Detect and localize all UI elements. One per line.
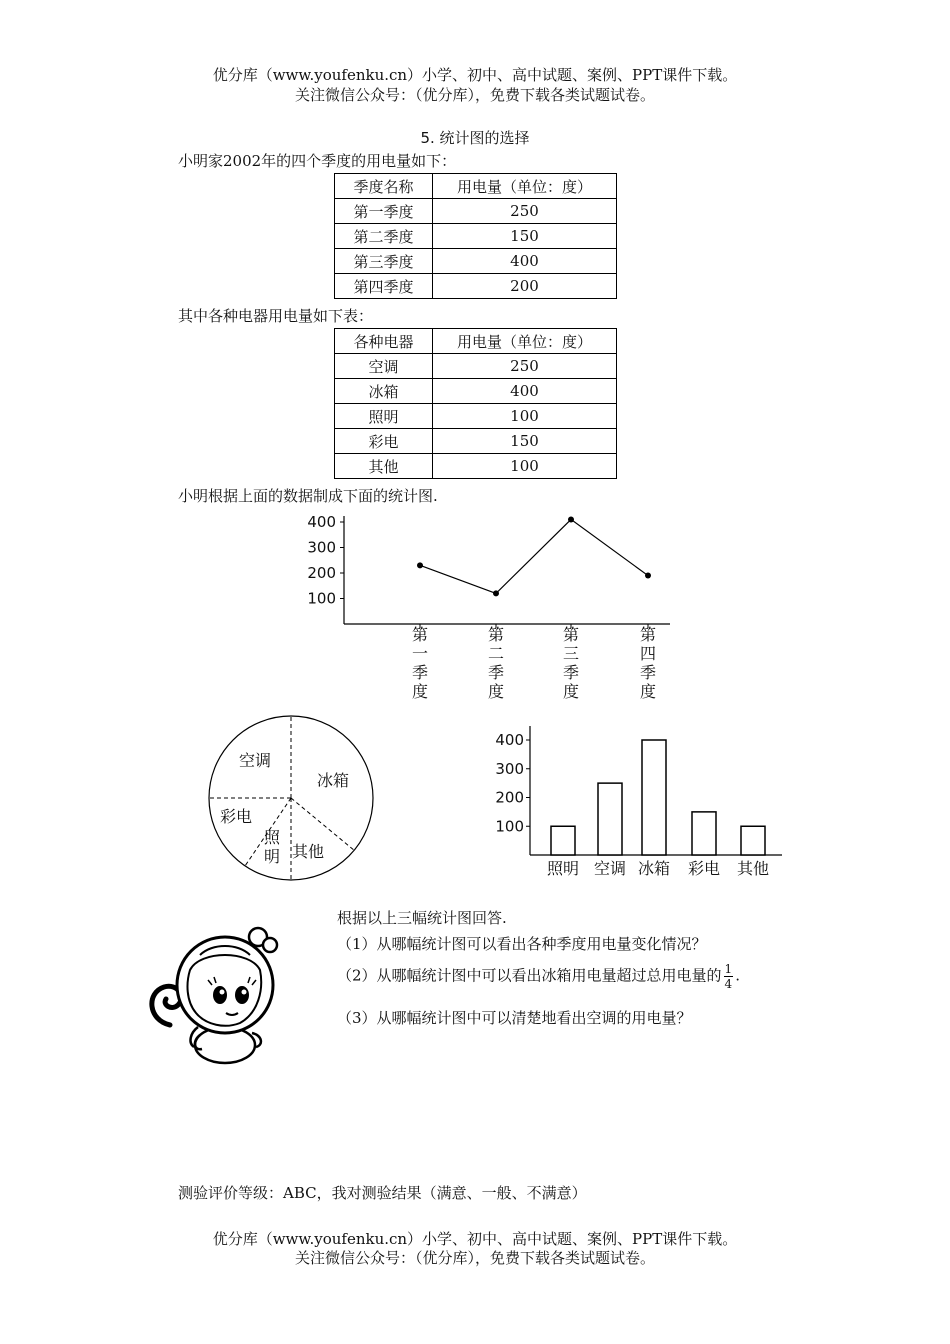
table-cell: 150: [433, 224, 617, 249]
question-2: [337, 962, 740, 991]
x-tick-label: 照明: [546, 859, 580, 878]
x-tick-label: 一: [411, 644, 429, 663]
table-cell: 250: [433, 199, 617, 224]
question-3: （3）从哪幅统计图中可以清楚地看出空调的用电量？: [337, 1009, 692, 1027]
series-line: [420, 519, 648, 593]
appliance-usage-table: [334, 328, 617, 479]
data-point: [417, 562, 423, 568]
bar: [642, 740, 666, 855]
table-cell: 400: [433, 379, 617, 404]
appliance-pie-chart: [205, 712, 385, 882]
table-cell: 150: [433, 429, 617, 454]
y-tick-label: 300: [307, 538, 336, 557]
table-row: [335, 274, 617, 299]
table-row: [335, 354, 617, 379]
x-tick-label: 彩电: [687, 859, 721, 878]
table-cell: 第三季度: [335, 249, 433, 274]
table-cell: 400: [433, 249, 617, 274]
pie-label-other: 其他: [291, 842, 325, 861]
intro-chart-text: 小明根据上面的数据制成下面的统计图.: [178, 487, 438, 505]
table-cell: 其他: [335, 454, 433, 479]
bar: [741, 826, 765, 855]
x-tick-label: 其他: [736, 859, 770, 878]
question-2-end: .: [735, 966, 740, 985]
intro-quarter-text: 小明家2002年的四个季度的用电量如下：: [178, 152, 457, 170]
table-row: [335, 249, 617, 274]
pie-label-tv: 彩电: [219, 807, 253, 826]
table-row: [335, 379, 617, 404]
pie-label-lighting-1: 照: [263, 828, 281, 847]
table-row: [335, 199, 617, 224]
table-row: [335, 224, 617, 249]
evaluation-line: 测验评价等级：ABC，我对测验结果（满意、一般、不满意）: [178, 1184, 587, 1202]
table-cell: 照明: [335, 404, 433, 429]
pie-label-lighting-2: 明: [263, 847, 281, 866]
bar: [551, 826, 575, 855]
table-cell: 空调: [335, 354, 433, 379]
table-row: [335, 429, 617, 454]
y-tick-label: 100: [495, 817, 524, 836]
bar: [692, 812, 716, 855]
fraction-denominator: 4: [724, 977, 733, 991]
y-tick-label: 400: [307, 513, 336, 531]
table-cell: 彩电: [335, 429, 433, 454]
page-title: 5. 统计图的选择: [420, 129, 530, 147]
questions-lead: 根据以上三幅统计图回答.: [337, 909, 507, 927]
table-cell: 第一季度: [335, 199, 433, 224]
intro-appliance-text: 其中各种电器用电量如下表：: [178, 307, 374, 325]
fraction-one-quarter: [724, 962, 734, 991]
quarter-usage-table: [334, 173, 617, 299]
x-tick-label: 季: [639, 663, 657, 682]
x-tick-label: 度: [562, 682, 580, 701]
fraction-numerator: 1: [724, 962, 733, 976]
bar: [598, 783, 622, 855]
table-cell: 第四季度: [335, 274, 433, 299]
header-line-2: 关注微信公众号：（优分库），免费下载各类试题试卷。: [294, 86, 655, 104]
y-tick-label: 300: [495, 759, 524, 778]
x-tick-label: 季: [411, 663, 429, 682]
x-tick-label: 冰箱: [637, 859, 671, 878]
x-tick-label: 第: [639, 625, 657, 644]
table-cell: 100: [433, 404, 617, 429]
cartoon-monkey-illustration: [140, 915, 290, 1070]
question-1: （1）从哪幅统计图可以看出各种季度用电量变化情况？: [337, 935, 707, 953]
x-tick-label: 四: [639, 644, 657, 663]
appliance-bar-chart: [490, 718, 790, 883]
y-tick-label: 200: [307, 564, 336, 582]
x-tick-label: 度: [487, 682, 505, 701]
header-line-1: 优分库（www.youfenku.cn）小学、初中、高中试题、案例、PPT课件下载。: [212, 66, 738, 84]
y-tick-label: 200: [495, 788, 524, 807]
x-tick-label: 季: [562, 663, 580, 682]
x-tick-label: 空调: [593, 859, 627, 878]
data-point: [645, 573, 651, 579]
table-row: [335, 404, 617, 429]
table-header-cell: 各种电器: [335, 329, 433, 354]
y-tick-label: 100: [307, 589, 336, 608]
table-cell: 200: [433, 274, 617, 299]
question-2-text: （2）从哪幅统计图中可以看出冰箱用电量超过总用电量的: [337, 966, 722, 985]
data-point: [568, 516, 574, 522]
footer-line-1: 优分库（www.youfenku.cn）小学、初中、高中试题、案例、PPT课件下载。: [212, 1230, 738, 1248]
x-tick-label: 二: [487, 644, 505, 663]
table-header-row: [335, 329, 617, 354]
x-tick-label: 第: [562, 625, 580, 644]
x-tick-label: 度: [411, 682, 429, 701]
footer-line-2: 关注微信公众号：（优分库），免费下载各类试题试卷。: [294, 1249, 655, 1267]
x-tick-label: 季: [487, 663, 505, 682]
x-tick-label: 第: [487, 625, 505, 644]
y-tick-label: 400: [495, 731, 524, 749]
table-cell: 250: [433, 354, 617, 379]
quarterly-line-chart: [300, 506, 680, 701]
table-cell: 100: [433, 454, 617, 479]
pie-label-aircon: 空调: [238, 751, 272, 770]
table-header-row: [335, 174, 617, 199]
x-tick-label: 三: [562, 644, 580, 663]
table-row: [335, 454, 617, 479]
table-cell: 第二季度: [335, 224, 433, 249]
table-header-cell: 用电量（单位：度）: [433, 174, 617, 199]
pie-label-fridge: 冰箱: [316, 771, 350, 790]
x-tick-label: 度: [639, 682, 657, 701]
data-point: [493, 590, 499, 596]
x-tick-label: 第: [411, 625, 429, 644]
table-header-cell: 用电量（单位：度）: [433, 329, 617, 354]
table-cell: 冰箱: [335, 379, 433, 404]
table-header-cell: 季度名称: [335, 174, 433, 199]
